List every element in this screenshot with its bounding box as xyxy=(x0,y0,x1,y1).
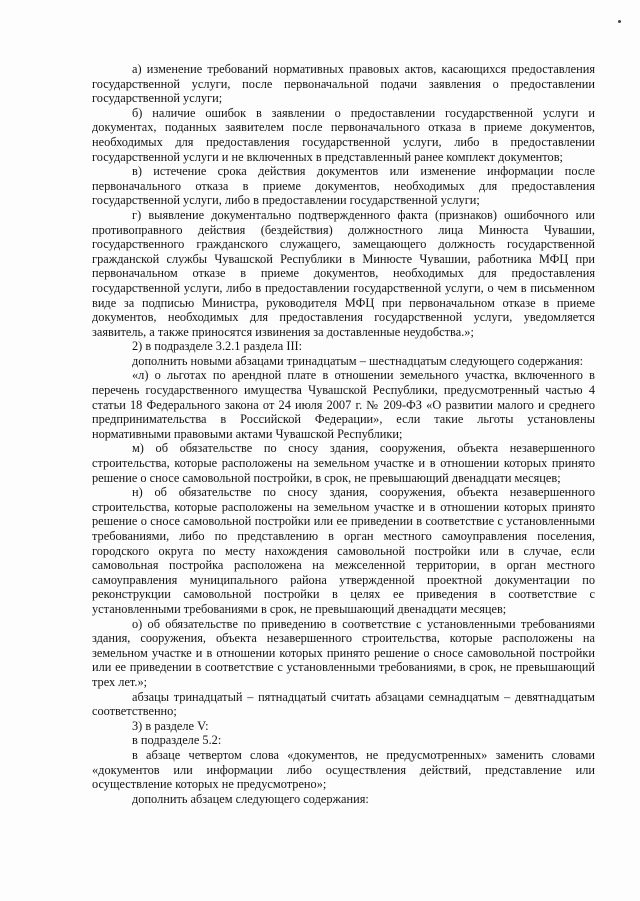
paragraph-replace-words: в абзаце четвертом слова «документов, не предусмотренных» заменить словами «документов или информации либо осуществления действий, представление или осуществление которых не предусмотрено»; xyxy=(92,747,595,792)
document-body xyxy=(92,62,595,806)
paragraph-l: «л) о льготах по арендной плате в отношении земельного участка, включенного в перечень государственного имущества Чувашской Республики, предусмотренный частью 4 статьи 18 Федерального закона от 24 июля 2007 г. № 209-ФЗ «О развитии малого и среднего предпринимательства в Российской Федерации», если такие льготы установлены нормативными правовыми актами Чувашской Республики; xyxy=(92,368,595,441)
paragraph-b: б) наличие ошибок в заявлении о предоставлении государственной услуги и документах, поданных заявителем после первоначального отказа в приеме документов, необходимых для предоставления государственной услуги, либо в предоставлении государственной услуги и не включенных в представленный ранее комплект документов; xyxy=(92,105,595,164)
paragraph-item-3: 3) в разделе V: xyxy=(132,718,209,733)
paragraph-subsection-5-2: в подразделе 5.2: xyxy=(132,733,222,748)
paragraph-o: о) об обязательстве по приведению в соответствие с установленными требованиями здания, сооружения, объекта незавершенного строительства, которые расположены на земельном участке и в отношении которых принято решение о сносе самовольной постройки или ее приведении в соответствие с установленными требованиями, в срок, не превышающий трех лет.»; xyxy=(92,616,595,689)
scan-dot xyxy=(618,20,621,23)
paragraph-m: м) об обязательстве по сносу здания, сооружения, объекта незавершенного строительства, которые расположены на земельном участке и в отношении которых принято решение о сносе самовольной постройки, в срок, не превышающий двенадцати месяцев; xyxy=(92,441,595,485)
paragraph-add-abzats: дополнить новыми абзацами тринадцатым – шестнадцатым следующего содержания: xyxy=(132,353,584,368)
paragraph-v: в) истечение срока действия документов или изменение информации после первоначального отказа в приеме документов, необходимых для предоставления государственной услуги, либо в предоставлении государственной услуги; xyxy=(92,164,595,208)
paragraph-n: н) об обязательстве по сносу здания, сооружения, объекта незавершенного строительства, которые расположены на земельном участке и в отношении которых принято решение о сносе самовольной постройки или ее приведении в соответствие с установленными требованиями, либо по представлению в орган местного самоуправления поселения, городского округа по месту нахождения самовольной постройки или в случае, если самовольная постройка расположена на межселенной территории, в орган местного самоуправления муниципального района утвержденной проектной документации по реконструкции самовольной постройки в целях ее приведения в соответствие с установленными требованиями в срок, не превышающий двенадцати месяцев; xyxy=(92,485,595,616)
paragraph-item-2: 2) в подразделе 3.2.1 раздела III: xyxy=(132,339,303,354)
paragraph-a: а) изменение требований нормативных правовых актов, касающихся предоставления государственной услуги, после первоначальной подачи заявления о предоставлении государственной услуги; xyxy=(92,62,595,106)
paragraph-add-final: дополнить абзацем следующего содержания: xyxy=(132,791,369,806)
paragraph-g: г) выявление документально подтвержденного факта (признаков) ошибочного или противоправного действия (бездействия) должностного лица Минюста Чувашии, государственного гражданского служащего, замещающего должность государственной гражданской службы Чувашской Республики в Минюсте Чувашии, работника МФЦ при первоначальном отказе в приеме документов, необходимых для предоставления государственной услуги, либо в предоставлении государственной услуги, о чем в письменном виде за подписью Министра, руководителя МФЦ при первоначальном отказе в приеме документов, необходимых для предоставления государственной услуги, уведомляется заявитель, а также приносятся извинения за доставленные неудобства.»; xyxy=(92,207,595,339)
paragraph-renumber: абзацы тринадцатый – пятнадцатый считать абзацами семнадцатым – девятнадцатым соответственно; xyxy=(92,689,595,719)
